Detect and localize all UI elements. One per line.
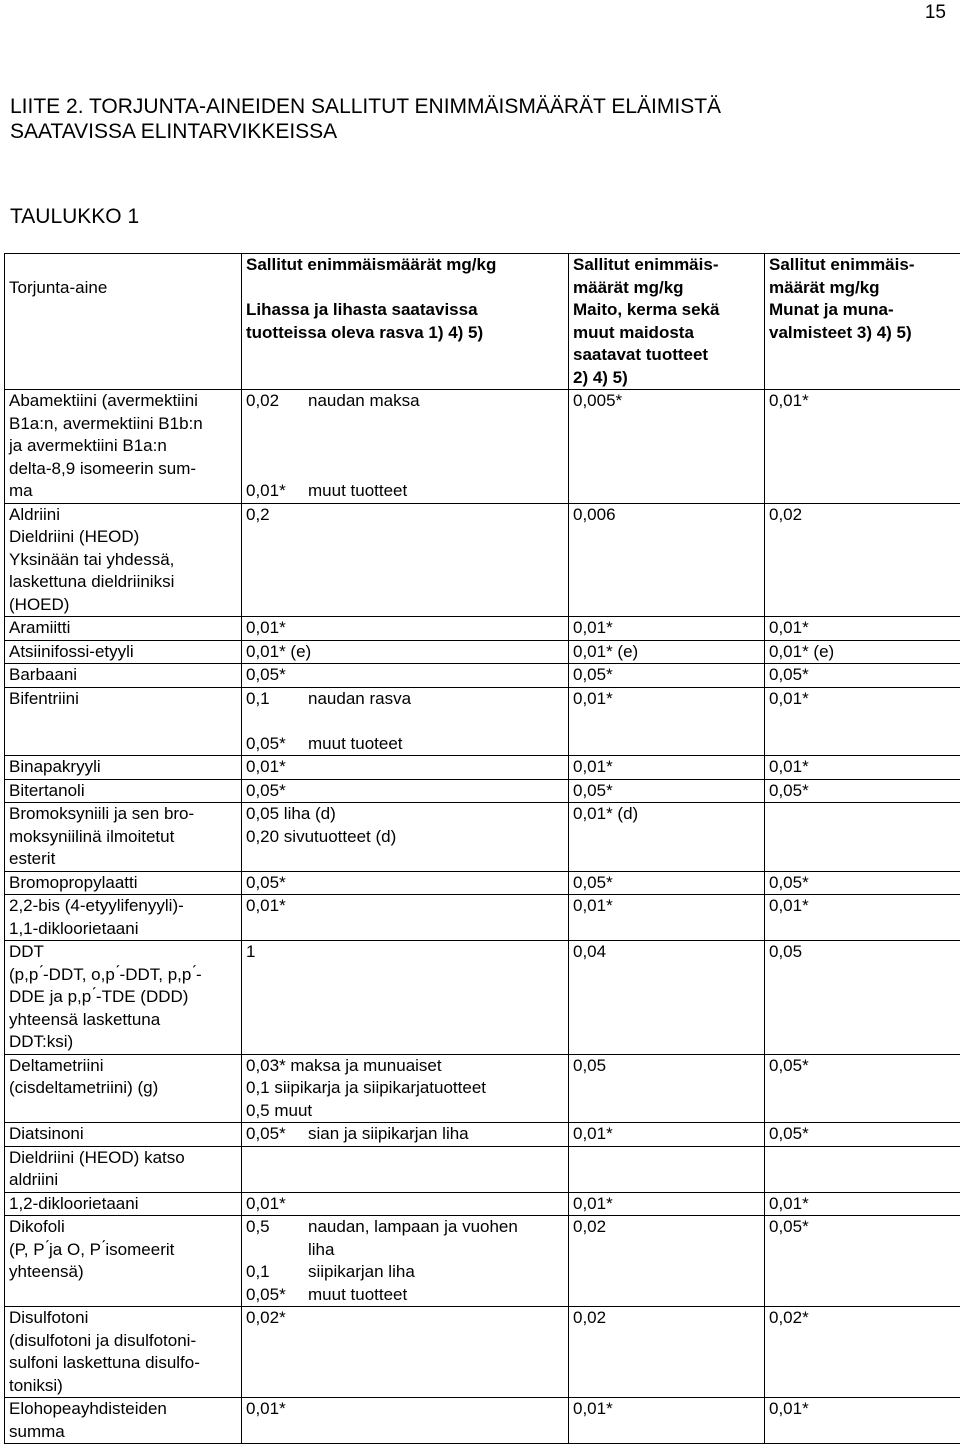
pesticide-name: 1,2-dikloorietaani [5, 1192, 242, 1216]
table-row [5, 1398, 960, 1444]
table-row [5, 1307, 960, 1398]
meat-limit: 0,01* [242, 1398, 569, 1444]
table-row [5, 1192, 960, 1216]
meat-limit: 0,05* [242, 664, 569, 688]
eggs-limit: 0,05* [765, 1054, 960, 1123]
page-number: 15 [924, 2, 946, 23]
eggs-limit [765, 803, 960, 872]
meat-limit: 0,02* [242, 1307, 569, 1398]
pesticide-name: Diatsinoni [5, 1123, 242, 1147]
eggs-limit: 0,05* [765, 779, 960, 803]
table-row [5, 617, 960, 641]
meat-limit: 0,05* [242, 871, 569, 895]
pesticide-name: DDT (p,p ́-DDT, o,p ́-DDT, p,p ́- DDE ja p,p ́-TDE (DDD) yhteensä laskettuna DDT:ksi) [5, 941, 242, 1055]
table-row [5, 803, 960, 872]
eggs-limit: 0,01* [765, 756, 960, 780]
eggs-limit [765, 1146, 960, 1192]
pesticide-name: Dikofoli (P, P ́ja O, P ́isomeerit yhteensä) [5, 1216, 242, 1307]
residue-limits-table [4, 253, 960, 1444]
page-title [10, 94, 910, 144]
pesticide-name: Bitertanoli [5, 779, 242, 803]
eggs-limit: 0,01* [765, 895, 960, 941]
milk-limit: 0,01* [569, 1192, 765, 1216]
table-header-row [5, 254, 960, 390]
eggs-limit: 0,01* [765, 687, 960, 756]
milk-limit: 0,05* [569, 664, 765, 688]
eggs-limit: 0,05* [765, 871, 960, 895]
table-caption: TAULUKKO 1 [10, 205, 140, 228]
milk-limit: 0,05* [569, 779, 765, 803]
eggs-limit: 0,01* [765, 390, 960, 504]
header-eggs: Sallitut enimmäis- määrät mg/kg Munat ja muna- valmisteet 3) 4) 5) [765, 254, 960, 390]
title-line-2: SAATAVISSA ELINTARVIKKEISSA [10, 120, 338, 143]
eggs-limit: 0,02 [765, 503, 960, 617]
milk-limit: 0,01* (e) [569, 640, 765, 664]
table-row [5, 895, 960, 941]
pesticide-name: Aramiitti [5, 617, 242, 641]
eggs-limit: 0,01* [765, 1192, 960, 1216]
pesticide-name: Elohopeayhdisteiden summa [5, 1398, 242, 1444]
pesticide-name: Abamektiini (avermektiini B1a:n, avermektiini B1b:n ja avermektiini B1a:n delta-8,9 isomeerin sum- ma [5, 390, 242, 504]
pesticide-name: Atsiinifossi-etyyli [5, 640, 242, 664]
milk-limit: 0,01* [569, 1398, 765, 1444]
meat-limit: 0,01* [242, 1192, 569, 1216]
meat-limit [242, 1146, 569, 1192]
milk-limit: 0,01* [569, 687, 765, 756]
table-row [5, 1146, 960, 1192]
table-row [5, 664, 960, 688]
milk-limit: 0,04 [569, 941, 765, 1055]
header-meat: Sallitut enimmäismäärät mg/kg Lihassa ja lihasta saatavissa tuotteissa oleva rasva 1) 4) 5) [242, 254, 569, 390]
meat-limit: 0,01* [242, 895, 569, 941]
table-row [5, 1054, 960, 1123]
table-row [5, 1216, 960, 1307]
eggs-limit: 0,05 [765, 941, 960, 1055]
eggs-limit: 0,05* [765, 1123, 960, 1147]
milk-limit: 0,02 [569, 1307, 765, 1398]
eggs-limit: 0,01* [765, 1398, 960, 1444]
eggs-limit: 0,01* (e) [765, 640, 960, 664]
milk-limit: 0,05 [569, 1054, 765, 1123]
meat-limit: 0,1 naudan rasva 0,05* muut tuoteet [242, 687, 569, 756]
pesticide-name: 2,2-bis (4-etyylifenyyli)- 1,1-dikloorietaani [5, 895, 242, 941]
title-line-1: LIITE 2. TORJUNTA-AINEIDEN SALLITUT ENIMMÄISMÄÄRÄT ELÄIMISTÄ [10, 95, 722, 118]
eggs-limit: 0,05* [765, 664, 960, 688]
pesticide-name: Bromoksyniili ja sen bro- moksyniilinä ilmoitetut esterit [5, 803, 242, 872]
table-row [5, 941, 960, 1055]
eggs-limit: 0,05* [765, 1216, 960, 1307]
meat-limit: 0,03* maksa ja munuaiset 0,1 siipikarja ja siipikarjatuotteet 0,5 muut [242, 1054, 569, 1123]
meat-limit: 0,05* [242, 779, 569, 803]
eggs-limit: 0,01* [765, 617, 960, 641]
milk-limit: 0,05* [569, 871, 765, 895]
meat-limit: 0,5 naudan, lampaan ja vuohen liha 0,1 siipikarjan liha 0,05* muut tuotteet [242, 1216, 569, 1307]
meat-limit: 0,2 [242, 503, 569, 617]
table-row [5, 640, 960, 664]
milk-limit: 0,01* [569, 756, 765, 780]
pesticide-name: Bromopropylaatti [5, 871, 242, 895]
pesticide-name: Bifentriini [5, 687, 242, 756]
meat-limit: 0,05* sian ja siipikarjan liha [242, 1123, 569, 1147]
eggs-limit: 0,02* [765, 1307, 960, 1398]
table-row [5, 503, 960, 617]
milk-limit [569, 1146, 765, 1192]
milk-limit: 0,01* (d) [569, 803, 765, 872]
table-row [5, 687, 960, 756]
meat-limit: 0,01* [242, 756, 569, 780]
milk-limit: 0,01* [569, 617, 765, 641]
header-milk: Sallitut enimmäis- määrät mg/kg Maito, kerma sekä muut maidosta saatavat tuotteet 2) 4) 5) [569, 254, 765, 390]
table-row [5, 1123, 960, 1147]
meat-limit: 0,01* (e) [242, 640, 569, 664]
table-row [5, 871, 960, 895]
pesticide-name: Binapakryyli [5, 756, 242, 780]
meat-limit: 1 [242, 941, 569, 1055]
pesticide-name: Aldriini Dieldriini (HEOD) Yksinään tai yhdessä, laskettuna dieldriiniksi (HOED) [5, 503, 242, 617]
pesticide-name: Barbaani [5, 664, 242, 688]
table-row [5, 390, 960, 504]
table-row [5, 756, 960, 780]
milk-limit: 0,01* [569, 895, 765, 941]
pesticide-name: Dieldriini (HEOD) katso aldriini [5, 1146, 242, 1192]
meat-limit: 0,02 naudan maksa 0,01* muut tuotteet [242, 390, 569, 504]
table-row [5, 779, 960, 803]
pesticide-name: Deltametriini (cisdeltametriini) (g) [5, 1054, 242, 1123]
milk-limit: 0,005* [569, 390, 765, 504]
milk-limit: 0,02 [569, 1216, 765, 1307]
milk-limit: 0,01* [569, 1123, 765, 1147]
meat-limit: 0,01* [242, 617, 569, 641]
meat-limit: 0,05 liha (d) 0,20 sivutuotteet (d) [242, 803, 569, 872]
pesticide-name: Disulfotoni (disulfotoni ja disulfotoni- sulfoni laskettuna disulfo- toniksi) [5, 1307, 242, 1398]
header-pesticide: Torjunta-aine [5, 254, 242, 390]
milk-limit: 0,006 [569, 503, 765, 617]
